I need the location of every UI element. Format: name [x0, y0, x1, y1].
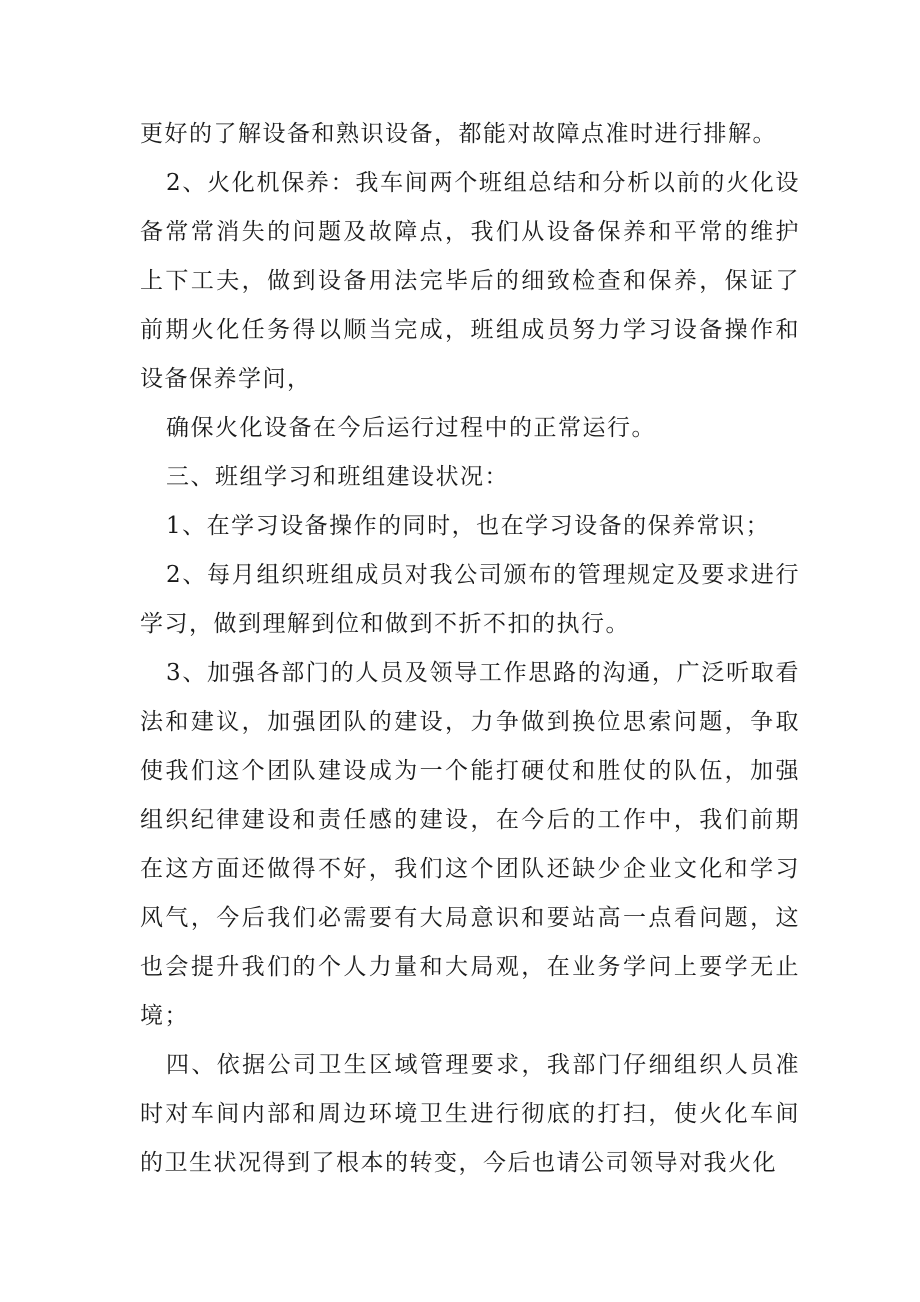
paragraph-item-3: 3、加强各部门的人员及领导工作思路的沟通，广泛听取看法和建议，加强团队的建设，力争做到换位思索问题，争取使我们这个团队建设成为一个能打硬仗和胜仗的队伍，加强组织纪律建设和责任感的建设，在今后的工作中，我们前期在这方面还做得不好，我们这个团队还缺少企业文化和学习风气，今后我们必需要有大局意识和要站高一点看问题，这也会提升我们的个人力量和大局观，在业务学问上要学无止境； [140, 660, 800, 1029]
document-body [140, 110, 800, 1188]
paragraph-ensure-operation: 确保火化设备在今后运行过程中的正常运行。 [166, 415, 656, 441]
paragraph-section-four: 四、依据公司卫生区域管理要求，我部门仔细组织人员准时对车间内部和周边环境卫生进行彻底的打扫，使火化车间的卫生状况得到了根本的转变，今后也请公司领导对我火化 [140, 1052, 800, 1176]
paragraph-item-1: 1、在学习设备操作的同时，也在学习设备的保养常识； [166, 513, 771, 539]
paragraph-cremator-maintenance: 2、火化机保养：我车间两个班组总结和分析以前的火化设备常常消失的问题及故障点，我们从设备保养和平常的维护上下工夫，做到设备用法完毕后的细致检查和保养，保证了前期火化任务得以顺当完成，班组成员努力学习设备操作和设备保养学问， [140, 170, 800, 392]
section-heading-team-learning: 三、班组学习和班组建设状况： [166, 464, 509, 490]
paragraph-continuation: 更好的了解设备和熟识设备，都能对故障点准时进行排解。 [140, 121, 777, 147]
paragraph-item-2: 2、每月组织班组成员对我公司颁布的管理规定及要求进行学习，做到理解到位和做到不折不扣的执行。 [140, 562, 800, 637]
